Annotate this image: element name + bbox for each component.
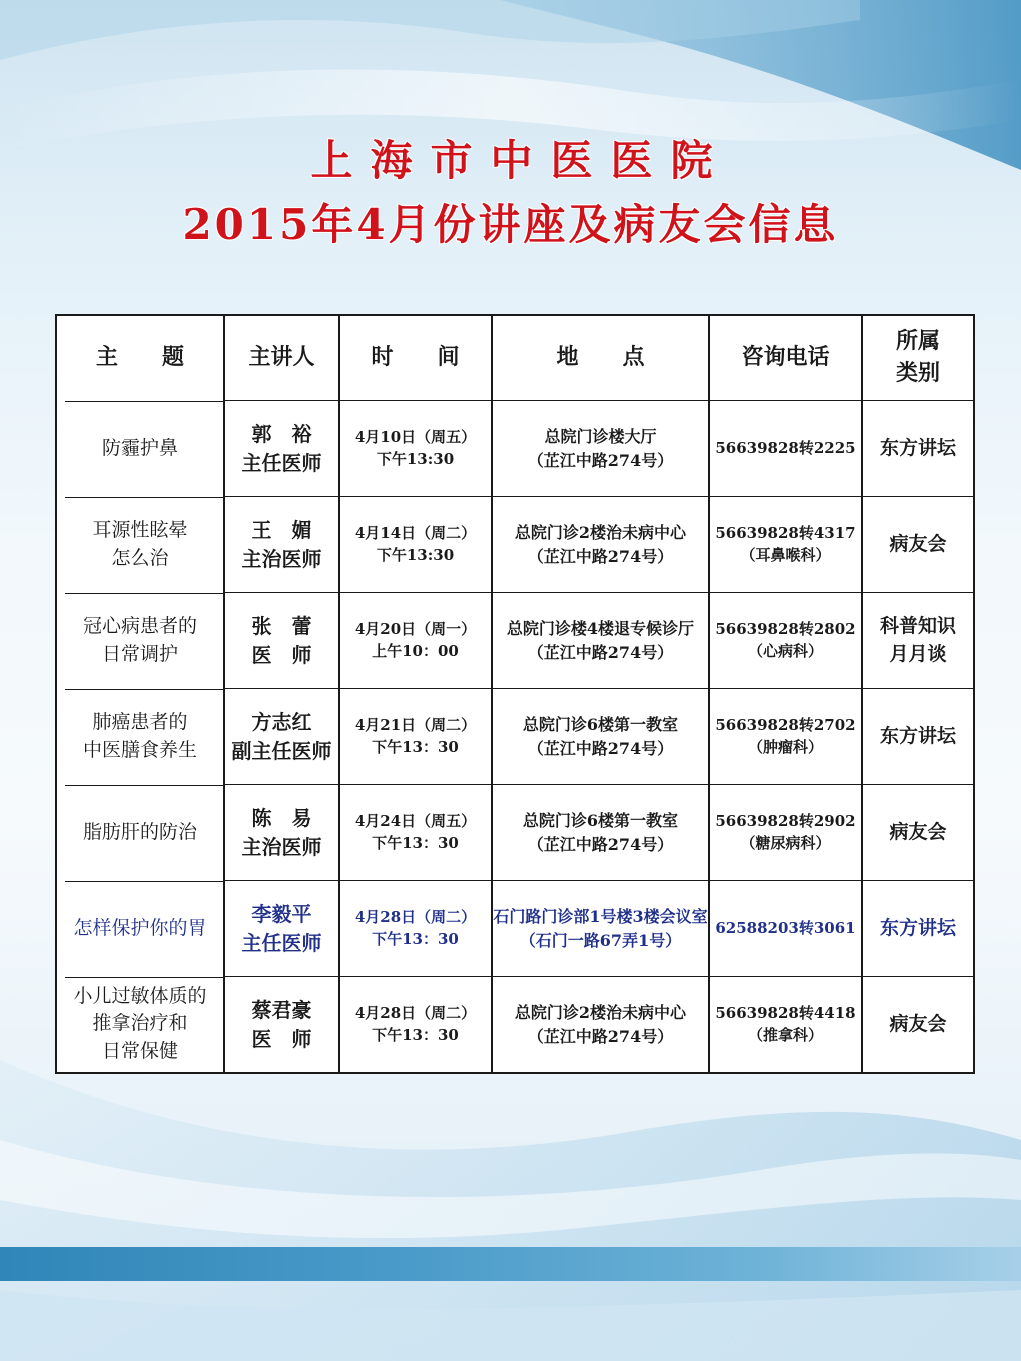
topic-text: 防霾护鼻 bbox=[101, 436, 178, 459]
cell-phone bbox=[709, 689, 862, 785]
page-subtitle: 2015年4月份讲座及病友会信息 bbox=[182, 200, 839, 249]
category-text: 科普知识 bbox=[879, 614, 956, 637]
phone-department: （心病科） bbox=[747, 641, 823, 660]
cell-category bbox=[862, 401, 974, 497]
cell-topic bbox=[56, 689, 224, 785]
time-hour: 上午10：00 bbox=[372, 641, 459, 660]
cell-time bbox=[339, 689, 492, 785]
time-date: 4月14日（周二） bbox=[354, 523, 477, 542]
time-hour: 下午13：30 bbox=[372, 1025, 459, 1044]
phone-number: 56639828转2902 bbox=[715, 811, 856, 830]
cell-place bbox=[492, 401, 709, 497]
phone-number: 56639828转4418 bbox=[715, 1003, 856, 1022]
cell-place bbox=[492, 497, 709, 593]
speaker-name: 王 媚 bbox=[251, 517, 312, 542]
category-text: 病友会 bbox=[889, 532, 947, 555]
header-phone: 咨询电话 bbox=[709, 315, 862, 401]
table-row bbox=[56, 689, 974, 785]
speaker-title: 主治医师 bbox=[241, 546, 322, 571]
cell-topic bbox=[56, 497, 224, 593]
category-text: 月月谈 bbox=[889, 642, 947, 665]
phone-department: （耳鼻喉科） bbox=[740, 545, 831, 564]
phone-number: 56639828转2702 bbox=[715, 715, 856, 734]
place-room: 总院门诊6楼第一教室 bbox=[522, 715, 679, 735]
cell-category bbox=[862, 881, 974, 977]
topic-text: 小儿过敏体质的 bbox=[73, 984, 207, 1007]
cell-time bbox=[339, 785, 492, 881]
cell-speaker bbox=[224, 881, 339, 977]
cell-time bbox=[339, 593, 492, 689]
decorative-band bbox=[0, 1247, 1021, 1281]
category-text: 东方讲坛 bbox=[879, 436, 956, 459]
cell-place bbox=[492, 881, 709, 977]
lecture-schedule-table bbox=[55, 314, 975, 1074]
speaker-title: 主任医师 bbox=[241, 450, 322, 475]
cell-category bbox=[862, 977, 974, 1074]
cell-speaker bbox=[224, 593, 339, 689]
place-room: 总院门诊楼大厅 bbox=[544, 427, 657, 447]
speaker-title: 副主任医师 bbox=[231, 738, 332, 763]
phone-number: 56639828转2802 bbox=[715, 619, 856, 638]
place-address: （芷江中路274号） bbox=[527, 1026, 674, 1046]
cell-speaker bbox=[224, 785, 339, 881]
place-room: 总院门诊2楼治未病中心 bbox=[514, 1003, 687, 1023]
cell-topic bbox=[56, 785, 224, 881]
header-category-line2: 类别 bbox=[895, 360, 940, 386]
header-topic: 主 题 bbox=[95, 344, 184, 371]
topic-text: 日常保健 bbox=[101, 1040, 178, 1063]
topic-text: 日常调护 bbox=[101, 642, 178, 665]
place-address: （芷江中路274号） bbox=[527, 642, 674, 662]
time-hour: 下午13:30 bbox=[376, 545, 455, 564]
cell-category bbox=[862, 497, 974, 593]
table-row bbox=[56, 497, 974, 593]
time-date: 4月20日（周一） bbox=[354, 619, 477, 638]
cell-phone bbox=[709, 785, 862, 881]
place-room: 总院门诊楼4楼退专候诊厅 bbox=[506, 619, 695, 639]
topic-text: 脂肪肝的防治 bbox=[82, 820, 197, 843]
topic-text: 肺癌患者的 bbox=[92, 710, 188, 733]
cell-place bbox=[492, 785, 709, 881]
cell-place bbox=[492, 593, 709, 689]
category-text: 东方讲坛 bbox=[879, 916, 956, 939]
phone-department: （糖尿病科） bbox=[740, 833, 831, 852]
cell-speaker bbox=[224, 401, 339, 497]
place-room: 总院门诊6楼第一教室 bbox=[522, 811, 679, 831]
time-hour: 下午13:30 bbox=[376, 449, 455, 468]
cell-phone bbox=[709, 881, 862, 977]
cell-category bbox=[862, 785, 974, 881]
cell-speaker bbox=[224, 689, 339, 785]
speaker-name: 陈 易 bbox=[251, 805, 312, 830]
time-date: 4月10日（周五） bbox=[354, 427, 477, 446]
cell-place bbox=[492, 977, 709, 1074]
cell-phone bbox=[709, 497, 862, 593]
header-category-line1: 所属 bbox=[895, 328, 940, 355]
header-place: 地 点 bbox=[492, 315, 709, 401]
table-row bbox=[56, 785, 974, 881]
time-date: 4月28日（周二） bbox=[354, 907, 477, 926]
cell-time bbox=[339, 977, 492, 1074]
speaker-name: 蔡君豪 bbox=[251, 997, 312, 1022]
speaker-name: 方志红 bbox=[251, 709, 312, 734]
time-date: 4月21日（周二） bbox=[354, 715, 477, 734]
place-address: （石门一路67弄1号） bbox=[519, 930, 682, 950]
phone-number: 62588203转3061 bbox=[715, 918, 856, 937]
cell-speaker bbox=[224, 977, 339, 1074]
topic-text: 怎么治 bbox=[111, 546, 169, 569]
place-address: （芷江中路274号） bbox=[527, 834, 674, 854]
place-address: （芷江中路274号） bbox=[527, 450, 674, 470]
header-time: 时 间 bbox=[339, 315, 492, 401]
category-text: 东方讲坛 bbox=[879, 724, 956, 747]
topic-text: 推拿治疗和 bbox=[92, 1012, 188, 1035]
cell-topic bbox=[56, 401, 224, 497]
cell-category bbox=[862, 593, 974, 689]
cell-time bbox=[339, 881, 492, 977]
time-hour: 下午13：30 bbox=[372, 833, 459, 852]
speaker-title: 主治医师 bbox=[241, 834, 322, 859]
phone-number: 56639828转4317 bbox=[715, 523, 856, 542]
cell-phone bbox=[709, 977, 862, 1074]
time-date: 4月28日（周二） bbox=[354, 1003, 477, 1022]
page-title: 上海市中医医院 bbox=[310, 136, 731, 185]
speaker-name: 郭 裕 bbox=[251, 421, 312, 446]
table-header-row bbox=[56, 315, 974, 401]
speaker-title: 医 师 bbox=[251, 642, 312, 667]
time-hour: 下午13：30 bbox=[372, 737, 459, 756]
table-row bbox=[56, 881, 974, 977]
cell-speaker bbox=[224, 497, 339, 593]
topic-text: 耳源性眩晕 bbox=[92, 518, 188, 541]
header-category bbox=[862, 315, 974, 401]
table-row bbox=[56, 593, 974, 689]
table-row bbox=[56, 401, 974, 497]
cell-category bbox=[862, 689, 974, 785]
place-room: 总院门诊2楼治未病中心 bbox=[514, 523, 687, 543]
cell-topic bbox=[56, 881, 224, 977]
topic-text: 中医膳食养生 bbox=[82, 738, 197, 761]
cell-time bbox=[339, 497, 492, 593]
phone-number: 56639828转2225 bbox=[715, 438, 856, 457]
place-address: （芷江中路274号） bbox=[527, 738, 674, 758]
cell-phone bbox=[709, 401, 862, 497]
speaker-title: 医 师 bbox=[251, 1026, 312, 1051]
phone-department: （肿瘤科） bbox=[747, 737, 823, 756]
topic-text: 怎样保护你的胃 bbox=[73, 916, 207, 939]
time-date: 4月24日（周五） bbox=[354, 811, 477, 830]
speaker-title: 主任医师 bbox=[241, 930, 322, 955]
table-row bbox=[56, 977, 974, 1074]
speaker-name: 张 蕾 bbox=[251, 613, 312, 638]
category-text: 病友会 bbox=[889, 1012, 947, 1035]
cell-place bbox=[492, 689, 709, 785]
phone-department: （推拿科） bbox=[747, 1025, 823, 1044]
cell-time bbox=[339, 401, 492, 497]
place-address: （芷江中路274号） bbox=[527, 546, 674, 566]
cell-topic bbox=[56, 977, 224, 1074]
cell-phone bbox=[709, 593, 862, 689]
time-hour: 下午13：30 bbox=[372, 929, 459, 948]
speaker-name: 李毅平 bbox=[251, 901, 312, 926]
place-room: 石门路门诊部1号楼3楼会议室 bbox=[493, 907, 708, 927]
cell-topic bbox=[56, 593, 224, 689]
header-speaker: 主讲人 bbox=[224, 315, 339, 401]
category-text: 病友会 bbox=[889, 820, 947, 843]
topic-text: 冠心病患者的 bbox=[82, 614, 197, 637]
